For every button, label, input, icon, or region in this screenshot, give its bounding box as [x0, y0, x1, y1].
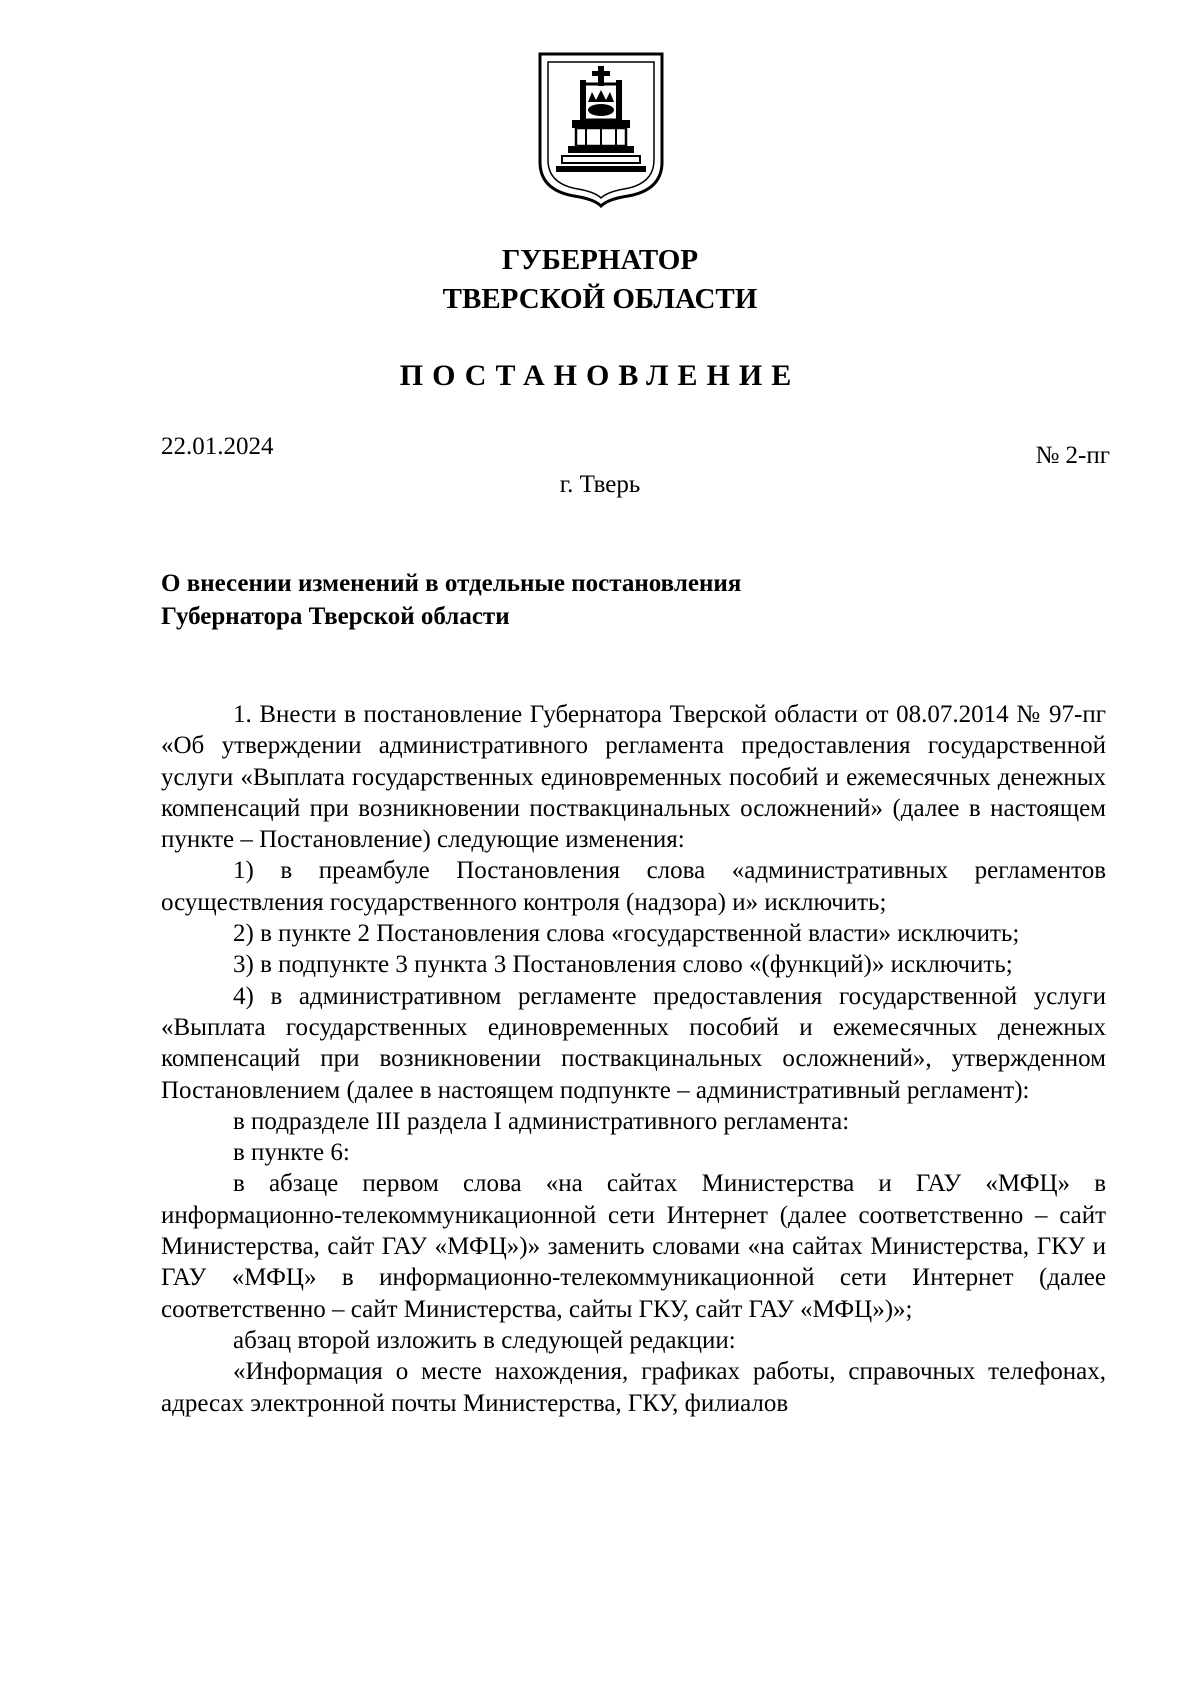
body-paragraph: в подразделе III раздела I административного регламента:	[233, 1107, 850, 1135]
document-body	[161, 699, 1106, 1419]
document-type-title: ПОСТАНОВЛЕНИЕ	[399, 359, 801, 392]
coat-of-arms-emblem	[536, 50, 666, 208]
document-subject	[161, 567, 741, 633]
body-paragraph: 2) в пункте 2 Постановления слова «государственной власти» исключить;	[233, 920, 1020, 948]
document-city: г. Тверь	[559, 471, 641, 498]
body-paragraph: 3) в подпункте 3 пункта 3 Постановления слово «(функций)» исключить;	[233, 951, 1013, 979]
body-paragraph: «Информация о месте нахождения, графиках работы, справочных телефонах, адресах электронной почты Министерства, ГКУ, филиалов	[161, 1358, 1106, 1417]
subject-line-1: О внесении изменений в отдельные постановления	[161, 570, 742, 597]
document-date: 22.01.2024	[161, 433, 274, 460]
subject-line-2: Губернатора Тверской области	[161, 603, 510, 630]
document-number: № 2-пг	[1035, 442, 1110, 469]
issuer-title-line-1: ГУБЕРНАТОР	[501, 244, 699, 276]
issuer-title-line-2: ТВЕРСКОЙ ОБЛАСТИ	[442, 283, 758, 315]
body-paragraph: 4) в административном регламенте предоставления государственной услуги «Выплата государственных единовременных пособий и ежемесячных денежных компенсаций при возникновении поствакцинальных осложнений», утвержденном Постановлением (далее в настоящем подпункте – административный регламент):	[161, 982, 1106, 1104]
body-paragraph: в пункте 6:	[233, 1139, 350, 1167]
body-paragraph: 1. Внести в постановление Губернатора Тверской области от 08.07.2014 № 97-пг «Об утверждении административного регламента предоставления государственной услуги «Выплата государственных единовременных пособий и ежемесячных денежных компенсаций при возникновении поствакцинальных осложнений» (далее в настоящем пункте – Постановление) следующие изменения:	[161, 701, 1106, 854]
body-paragraph: в абзаце первом слова «на сайтах Министерства и ГАУ «МФЦ» в информационно-телекоммуникационной сети Интернет (далее соответственно – сайт Министерства, сайт ГАУ «МФЦ»)» заменить словами «на сайтах Министерства, ГКУ и ГАУ «МФЦ» в информационно-телекоммуникационной сети Интернет (далее соответственно – сайт Министерства, сайты ГКУ, сайт ГАУ «МФЦ»)»;	[161, 1170, 1106, 1323]
body-paragraph: абзац второй изложить в следующей редакции:	[233, 1326, 736, 1354]
body-paragraph: 1) в преамбуле Постановления слова «административных регламентов осуществления государственного контроля (надзора) и» исключить;	[161, 857, 1106, 916]
